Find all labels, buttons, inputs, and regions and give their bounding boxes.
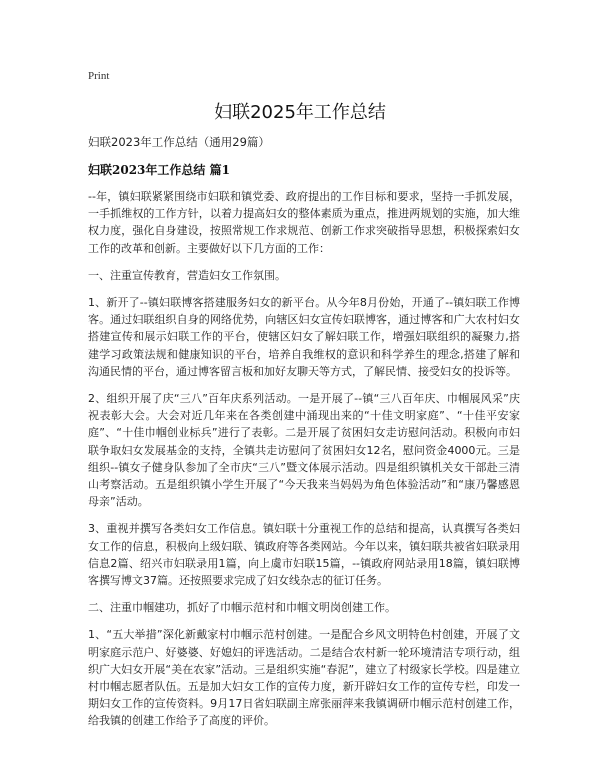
paragraph-blog: 1、新开了--镇妇联博客搭建服务妇女的新平台。从今年8月份始，开通了--镇妇联工作博客。通过妇联组织自身的网络优势，向辖区妇女宣传妇联博客，通过博客和广大农村妇女搭建宣传和展示妇联工作的平台，使辖区妇女了解妇联工作，增强妇联组织的凝聚力,搭建学习政策法规和健康知识的平台，培养自我维权的意识和科学养生的理念,搭建了解和沟通民情的平台，通过博客留言板和加好友聊天等方式，了解民情、接受妇女的投诉等。 — [88, 296, 520, 378]
paragraph-heading-2: 二、注重巾帼建功，抓好了巾帼示范村和巾帼文明岗创建工作。 — [88, 601, 396, 615]
paragraph-march-eighth: 2、组织开展了庆“三八”百年庆系列活动。一是开展了--镇“三八百年庆、巾帼展风采”庆祝表彰大会。大会对近几年来在各类创建中涌现出来的“十佳文明家庭”、“十佳平安家庭”、“十佳巾帼创业标兵”进行了表彰。二是开展了贫困妇女走访慰问活动。积极向市妇联争取妇女发展基金的支持，全镇共走访慰问了贫困妇女12名，慰问资金4000元。三是组织--镇女子健身队参加了全市庆“三八”暨文体展示活动。四是组织镇机关女干部赴三清山考察活动。五是组织镇小学生开展了“今天我来当妈妈为角色体验活动”和“康乃馨感恩母亲”活动。 — [88, 392, 520, 509]
article-body — [88, 188, 520, 740]
paragraph-five-measures: 1、“五大举措”深化新戴家村巾帼示范村创建。一是配合乡风文明特色村创建，开展了文明家庭示范户、好婆婆、好媳妇的评选活动。二是结合农村新一轮环境清洁专项行动，组织广大妇女开展“美在农家”活动。三是组织实施“春泥”，建立了村级家长学校。四是建立村巾帼志愿者队伍。五是加大妇女工作的宣传力度，新开辟妇女工作的宣传专栏，印发一期妇女工作的宣传资料。9月17日省妇联副主席张丽萍来我镇调研巾帼示范村创建工作，给我镇的创建工作给予了高度的评价。 — [88, 628, 520, 728]
paragraph-intro: --年，镇妇联紧紧围绕市妇联和镇党委、政府提出的工作目标和要求，坚持一手抓发展，一手抓维权的工作方针，以着力提高妇女的整体素质为重点，推进两规划的实施，加大维权力度，强化自身建设，按照常规工作求规范、创新工作求突破指导思想，积极探索妇女工作的改革和创新。主要做好以下几方面的工作： — [88, 190, 520, 255]
document-title: 妇联2025年工作总结 — [214, 102, 386, 123]
paragraph-heading-1: 一、注重宣传教育，营造妇女工作氛围。 — [88, 268, 286, 282]
section-heading: 妇联2023年工作总结 篇1 — [88, 163, 230, 177]
document-subtitle: 妇联2023年工作总结（通用29篇） — [88, 135, 270, 149]
paragraph-information: 3、重视并撰写各类妇女工作信息。镇妇联十分重视工作的总结和提高，认真撰写各类妇女工作的信息，积极向上级妇联、镇政府等各类网站。今年以来，镇妇联共被省妇联录用信息2篇、绍兴市妇联录用1篇，向上虞市妇联15篇，--镇政府网站录用18篇，镇妇联博客撰写博文37篇。还按照要求完成了妇女线杂志的征订任务。 — [88, 522, 520, 588]
print-link[interactable]: Print — [88, 70, 110, 82]
